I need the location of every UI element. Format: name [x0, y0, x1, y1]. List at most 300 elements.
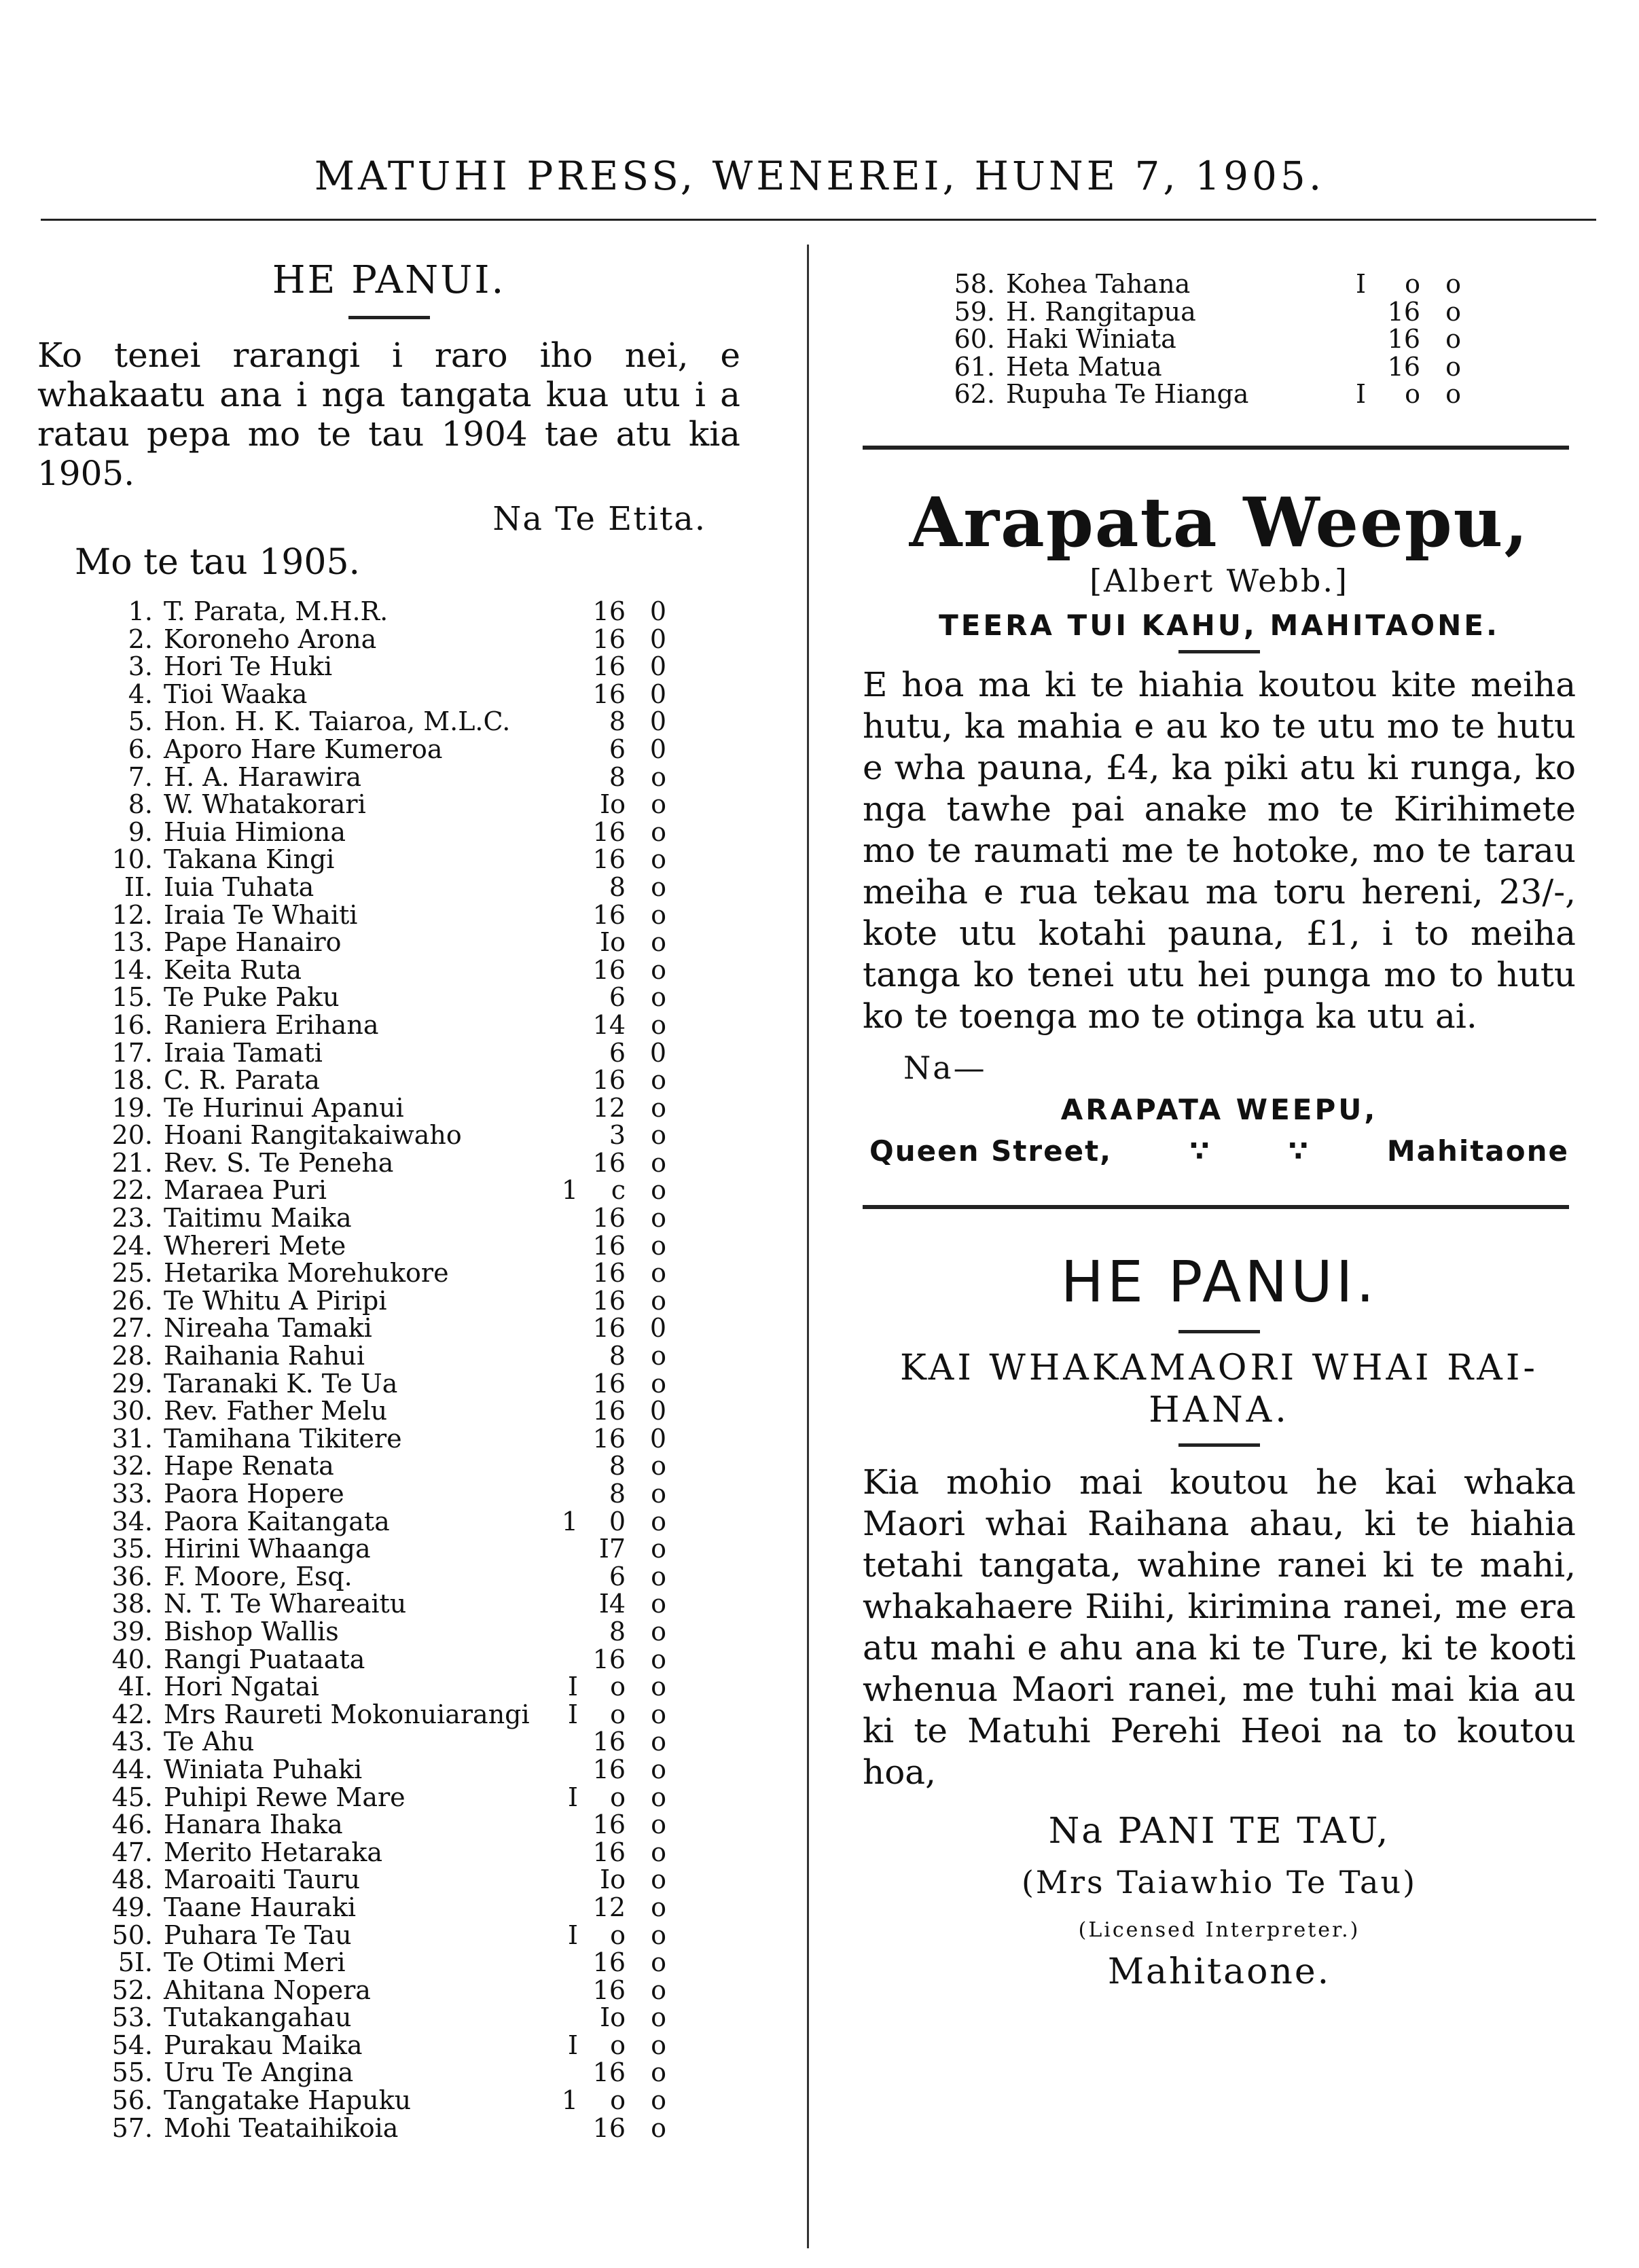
amount-shillings: 8	[609, 1479, 626, 1509]
subscriber-name: Tamihana Tikitere	[164, 1423, 402, 1454]
amount-shillings: o	[610, 2085, 626, 2116]
amount-pounds: I	[567, 1672, 578, 1702]
subscriber-number: 16.	[111, 1009, 153, 1040]
subscriber-number: 12.	[111, 899, 153, 930]
amount-pounds	[544, 2004, 578, 2032]
subscriber-number: 62.	[954, 379, 995, 410]
amount-shillings: 6	[609, 982, 626, 1013]
subscriber-row	[948, 380, 1461, 408]
amount-pence: o	[651, 1506, 666, 1536]
subscriber-name: Te Hurinui Apanui	[164, 1092, 404, 1123]
amount-pence: o	[651, 816, 666, 847]
amount-pence: o	[651, 1065, 666, 1096]
amount-pence: o	[651, 954, 666, 985]
amount-pounds: I	[567, 1782, 578, 1812]
subscriber-row	[105, 1784, 666, 1812]
amount-pence: o	[651, 899, 666, 930]
tailor-dots-1: ∵	[1189, 1134, 1211, 1168]
amount-pence: o	[651, 789, 666, 820]
subscriber-number: 61.	[954, 351, 995, 382]
amount-shillings: 16	[592, 1975, 626, 2005]
left-column	[37, 258, 740, 2142]
subscriber-name: Bishop Wallis	[164, 1616, 339, 1646]
amount-shillings: c	[611, 1175, 626, 1206]
subscriber-name: Haki Winiata	[1006, 324, 1176, 355]
subscriber-name: Rupuha Te Hianga	[1006, 379, 1249, 410]
subscriber-name: Te Puke Paku	[164, 982, 340, 1013]
amount-pounds: 1	[561, 1175, 578, 1206]
amount-pence: o	[651, 1534, 666, 1564]
subscriber-number: 21.	[111, 1147, 153, 1178]
subscriber-name: Iraia Te Whaiti	[164, 899, 358, 930]
subscriber-row	[948, 353, 1461, 381]
subscriber-number: 10.	[111, 844, 153, 875]
amount-pence: o	[651, 1782, 666, 1812]
amount-shillings: 16	[592, 1147, 626, 1178]
subscriber-number: 49.	[111, 1892, 153, 1922]
subscriber-number: 53.	[111, 2002, 153, 2033]
amount-pounds	[544, 1894, 578, 1922]
amount-pence: o	[651, 1810, 666, 1840]
amount-pounds: I	[1355, 379, 1366, 410]
amount-shillings: 8	[609, 761, 626, 792]
subscriber-number: 4I.	[118, 1672, 153, 1702]
amount-pence: o	[651, 2002, 666, 2033]
amount-pence: o	[651, 1754, 666, 1784]
subscriber-row	[105, 1839, 666, 1867]
subscriber-number: 3.	[128, 651, 153, 682]
subscriber-number: 36.	[111, 1561, 153, 1591]
amount-shillings: Io	[600, 789, 626, 820]
amount-pounds	[544, 984, 578, 1011]
amount-shillings: 16	[592, 1396, 626, 1426]
amount-shillings: 16	[592, 2112, 626, 2143]
subscriber-name: Hori Te Huki	[164, 651, 333, 682]
amount-shillings: 16	[592, 1203, 626, 1234]
amount-shillings: 16	[592, 816, 626, 847]
subscriber-row	[105, 846, 666, 874]
tailor-body: E hoa ma ki te hiahia koutou kite meiha hutu, ka mahia e au ko te utu mo te hutu e wha pauna, £4, ka piki atu ki runga, ko nga tawhe pai anake mo te Kirihimete mo te raumati me te hotoke, mo te tarau meiha e rua tekau ma toru hereni, 23/-, kote utu kotahi pauna, £1, i to meiha tanga ko tenei utu hei punga mo to hutu ko te toenga mo te otinga ka utu ai.	[863, 664, 1576, 1036]
subscriber-name: Nireaha Tamaki	[164, 1313, 372, 1344]
amount-pounds	[544, 1618, 578, 1646]
subscriber-name: Maraea Puri	[164, 1175, 327, 1206]
subscriber-row	[105, 1176, 666, 1204]
amount-pounds	[544, 1204, 578, 1232]
amount-pounds	[544, 1480, 578, 1508]
amount-pounds	[544, 1149, 578, 1177]
subscriber-number: 35.	[111, 1534, 153, 1564]
subscriber-number: 14.	[111, 954, 153, 985]
amount-shillings: 16	[1387, 351, 1420, 382]
subscriber-row	[105, 874, 666, 901]
subscriber-number: 2.	[128, 624, 153, 654]
subscriber-number: 19.	[111, 1092, 153, 1123]
subscriber-number: 27.	[111, 1313, 153, 1344]
amount-pence: o	[651, 871, 666, 902]
subscriber-number: 18.	[111, 1065, 153, 1096]
amount-shillings: 16	[592, 1810, 626, 1840]
subscriber-row	[105, 1756, 666, 1784]
subscriber-row	[948, 270, 1461, 298]
amount-shillings: 16	[592, 1727, 626, 1757]
subscriber-row	[105, 2004, 666, 2032]
amount-pence: o	[651, 1837, 666, 1867]
tailor-english-name: [Albert Webb.]	[1089, 562, 1349, 599]
subscriber-row	[105, 736, 666, 763]
amount-shillings: 12	[592, 1892, 626, 1922]
subscriber-number: 1.	[128, 596, 153, 626]
amount-pounds	[544, 1425, 578, 1453]
amount-shillings: 16	[592, 1423, 626, 1454]
subscriber-row	[105, 818, 666, 846]
subscriber-number: 7.	[128, 761, 153, 792]
subscriber-name: Hirini Whaanga	[164, 1534, 371, 1564]
subscriber-name: Tioi Waaka	[164, 679, 308, 709]
amount-pounds	[544, 1811, 578, 1839]
amount-pounds	[1325, 325, 1366, 353]
amount-pounds: I	[567, 1699, 578, 1729]
subscriber-number: 23.	[111, 1203, 153, 1234]
subscriber-row	[105, 1370, 666, 1398]
amount-pounds	[544, 763, 578, 791]
subscriber-number: 59.	[954, 296, 995, 327]
subscriber-number: 58.	[954, 269, 995, 299]
subscriber-name: F. Moore, Esq.	[164, 1561, 353, 1591]
subscriber-name: Purakau Maika	[164, 2030, 363, 2060]
subscriber-row	[105, 763, 666, 791]
subscriber-number: 42.	[111, 1699, 153, 1729]
subscriber-number: 56.	[111, 2085, 153, 2116]
amount-pence: o	[651, 1092, 666, 1123]
amount-pounds	[544, 1259, 578, 1287]
subscriber-row	[105, 1949, 666, 1977]
subscriber-name: Hape Renata	[164, 1451, 334, 1481]
section-rule	[863, 446, 1569, 450]
amount-shillings: 8	[609, 871, 626, 902]
amount-pence: o	[1445, 351, 1461, 382]
subscriber-name: Koroneho Arona	[164, 624, 377, 654]
subscriber-name: Pape Hanairo	[164, 927, 342, 958]
amount-pounds	[544, 626, 578, 653]
subscriber-name: Hon. H. K. Taiaroa, M.L.C.	[164, 706, 511, 737]
amount-shillings: I4	[598, 1589, 626, 1619]
subscriber-list-continued	[948, 270, 1461, 408]
amount-shillings: o	[1405, 379, 1420, 410]
amount-pounds: I	[1355, 269, 1366, 299]
amount-shillings: 16	[592, 1368, 626, 1399]
subscriber-name: Iraia Tamati	[164, 1037, 323, 1068]
subscriber-row	[105, 1425, 666, 1453]
amount-pence: o	[651, 2112, 666, 2143]
amount-shillings: 16	[592, 679, 626, 709]
subscriber-number: 20.	[111, 1120, 153, 1151]
subscriber-name: H. Rangitapua	[1006, 296, 1196, 327]
subscriber-row	[105, 2032, 666, 2059]
amount-pence: o	[651, 2030, 666, 2060]
amount-pence: 0	[649, 1313, 666, 1344]
subscriber-row	[105, 1673, 666, 1701]
amount-shillings: o	[1405, 269, 1420, 299]
subscriber-row	[105, 1728, 666, 1756]
subscriber-number: 15.	[111, 982, 153, 1013]
subscriber-row	[105, 598, 666, 626]
subscriber-row	[105, 956, 666, 984]
subscriber-number: 17.	[111, 1037, 153, 1068]
subscriber-row	[105, 1066, 666, 1094]
subscriber-row	[105, 2087, 666, 2114]
subscriber-name: Hoani Rangitakaiwaho	[164, 1120, 462, 1151]
amount-pounds	[1325, 298, 1366, 326]
amount-pounds	[544, 1452, 578, 1480]
subscriber-row	[105, 1811, 666, 1839]
subscriber-name: Huia Himiona	[164, 816, 346, 847]
amount-pence: o	[651, 1203, 666, 1234]
masthead: MATUHI PRESS, WENEREI, HUNE 7, 1905.	[314, 153, 1325, 199]
interpreter-body: Kia mohio mai koutou he kai whaka Maori whai Raihana ahau, ki te hiahia tetahi tangata, wahine ranei ki te mahi, whakahaere Riihi, kirimina ranei, me era atu mahi e ahu ana ki te Ture, ki te kooti whenua Maori ranei, me tuhi mai kia au ki te Matuhi Perehi Heoi na to koutou hoa,	[863, 1462, 1576, 1792]
subscriber-number: 9.	[128, 816, 153, 847]
interpreter-heading: HE PANUI.	[1060, 1248, 1378, 1315]
amount-shillings: 8	[609, 1451, 626, 1481]
subscriber-name: Te Ahu	[164, 1727, 255, 1757]
subscriber-name: Puhipi Rewe Mare	[164, 1782, 406, 1812]
subscriber-number: 57.	[111, 2112, 153, 2143]
subscriber-row	[105, 1011, 666, 1039]
subscriber-name: Keita Ruta	[164, 954, 302, 985]
subscriber-name: Hori Ngatai	[164, 1672, 319, 1702]
subscriber-row	[105, 2114, 666, 2142]
subscriber-name: Tutakangahau	[164, 2002, 352, 2033]
amount-pence: o	[651, 1644, 666, 1674]
subscriber-number: 43.	[111, 1727, 153, 1757]
subscriber-number: 38.	[111, 1589, 153, 1619]
subscriber-row	[105, 653, 666, 681]
subscriber-name: Merito Hetaraka	[164, 1837, 382, 1867]
amount-shillings: 16	[592, 596, 626, 626]
subscriber-row	[105, 626, 666, 653]
subscriber-number: 45.	[111, 1782, 153, 1812]
amount-pence: 0	[649, 734, 666, 764]
amount-pounds	[544, 1949, 578, 1977]
amount-pence: o	[651, 1368, 666, 1399]
amount-pounds	[544, 874, 578, 901]
subscriber-name: Raniera Erihana	[164, 1009, 379, 1040]
subscriber-row	[105, 1646, 666, 1674]
amount-shillings: 16	[592, 844, 626, 875]
year-heading: Mo te tau 1905.	[75, 542, 361, 583]
tailor-na: Na—	[903, 1049, 987, 1086]
subscriber-number: 24.	[111, 1230, 153, 1261]
column-divider	[807, 245, 809, 2248]
amount-pence: o	[651, 1341, 666, 1371]
subscriber-name: H. A. Harawira	[164, 761, 362, 792]
subscriber-name: Maroaiti Tauru	[164, 1865, 361, 1895]
subscriber-number: 50.	[111, 1920, 153, 1950]
subscriber-row	[105, 1618, 666, 1646]
amount-shillings: 8	[609, 1616, 626, 1646]
amount-pence: o	[651, 1175, 666, 1206]
amount-pence: o	[651, 2057, 666, 2088]
tailor-advertisement	[863, 482, 1576, 1168]
amount-pence: o	[651, 1975, 666, 2005]
subscriber-number: 55.	[111, 2057, 153, 2088]
amount-pence: o	[651, 1672, 666, 1702]
subscriber-name: C. R. Parata	[164, 1065, 320, 1096]
interpreter-place: Mahitaone.	[1107, 1951, 1331, 1992]
amount-pence: o	[651, 761, 666, 792]
amount-pence: o	[651, 1920, 666, 1950]
amount-shillings: 14	[592, 1009, 626, 1040]
tailor-signer: ARAPATA WEEPU,	[1060, 1092, 1378, 1126]
subscriber-row	[105, 1480, 666, 1508]
heading-rule	[348, 316, 430, 319]
subscriber-number: 5I.	[118, 1947, 153, 1978]
amount-pounds	[544, 1590, 578, 1618]
subscriber-number: 26.	[111, 1285, 153, 1316]
amount-pence: o	[1445, 296, 1461, 327]
amount-shillings: 16	[592, 954, 626, 985]
subscriber-number: 46.	[111, 1810, 153, 1840]
subscriber-row	[105, 791, 666, 818]
amount-pounds	[544, 598, 578, 626]
subscriber-name: Taane Hauraki	[164, 1892, 357, 1922]
amount-pounds	[544, 1535, 578, 1563]
subscriber-name: Takana Kingi	[164, 844, 335, 875]
subscriber-name: Whereri Mete	[164, 1230, 346, 1261]
amount-pounds	[544, 1094, 578, 1122]
subscriber-number: 29.	[111, 1368, 153, 1399]
amount-shillings: 16	[1387, 296, 1420, 327]
interpreter-advertisement	[863, 1248, 1576, 1992]
subscriber-row	[105, 1287, 666, 1315]
subscriber-name: T. Parata, M.H.R.	[164, 596, 389, 626]
amount-pence: o	[651, 1147, 666, 1178]
amount-pence: o	[651, 1727, 666, 1757]
amount-pence: 0	[649, 1396, 666, 1426]
subscriber-row	[105, 1342, 666, 1370]
subscriber-number: 6.	[128, 734, 153, 764]
subscriber-row	[948, 325, 1461, 353]
section-rule-2	[863, 1205, 1569, 1209]
amount-pence: o	[1445, 379, 1461, 410]
subscriber-name: Mohi Teataihikoia	[164, 2112, 399, 2143]
amount-shillings: 12	[592, 1092, 626, 1123]
subscriber-row	[105, 984, 666, 1011]
subscriber-row	[105, 681, 666, 708]
amount-pence: 0	[649, 624, 666, 654]
subscriber-name: Taranaki K. Te Ua	[164, 1368, 398, 1399]
amount-shillings: 8	[609, 706, 626, 737]
amount-pence: 0	[649, 706, 666, 737]
subscriber-row	[948, 298, 1461, 326]
amount-shillings: o	[610, 1782, 626, 1812]
tailor-rule	[1178, 650, 1260, 653]
subscriber-row	[105, 1563, 666, 1591]
amount-pounds	[544, 1646, 578, 1674]
editor-signature: Na Te Etita.	[492, 500, 706, 538]
subscriber-row	[105, 1452, 666, 1480]
subscriber-row	[105, 1232, 666, 1260]
amount-pounds	[544, 653, 578, 681]
tailor-street: Queen Street,	[869, 1134, 1113, 1168]
amount-pounds	[544, 1397, 578, 1425]
subscriber-number: 30.	[111, 1396, 153, 1426]
amount-shillings: I7	[598, 1534, 626, 1564]
subscriber-number: 48.	[111, 1865, 153, 1895]
subscriber-name: Hetarika Morehukore	[164, 1258, 449, 1289]
amount-pounds	[544, 2059, 578, 2087]
amount-pence: o	[651, 1479, 666, 1509]
amount-pounds	[544, 846, 578, 874]
subscriber-number: 31.	[111, 1423, 153, 1454]
amount-shillings: Io	[600, 927, 626, 958]
subscriber-number: 40.	[111, 1644, 153, 1674]
amount-shillings: o	[610, 1672, 626, 1702]
amount-shillings: 6	[609, 1561, 626, 1591]
subscriber-name: Paora Kaitangata	[164, 1506, 390, 1536]
amount-pounds: 1	[561, 2085, 578, 2116]
amount-pounds	[544, 1066, 578, 1094]
amount-pounds	[544, 1977, 578, 2004]
amount-shillings: 8	[609, 1341, 626, 1371]
amount-shillings: 16	[592, 1644, 626, 1674]
subscriber-row	[105, 1866, 666, 1894]
amount-shillings: 16	[592, 1285, 626, 1316]
amount-pounds	[544, 1756, 578, 1784]
subscriber-name: Puhara Te Tau	[164, 1920, 352, 1950]
amount-shillings: 16	[592, 1065, 626, 1096]
amount-pounds	[544, 956, 578, 984]
amount-shillings: 16	[592, 2057, 626, 2088]
amount-pence: o	[1445, 269, 1461, 299]
amount-pence: o	[651, 1947, 666, 1978]
subscriber-number: 13.	[111, 927, 153, 958]
amount-pounds	[544, 2114, 578, 2142]
amount-pence: o	[651, 1120, 666, 1151]
amount-shillings: o	[610, 2030, 626, 2060]
amount-pence: o	[651, 1892, 666, 1922]
tailor-dots-2: ∵	[1288, 1134, 1310, 1168]
amount-pounds	[544, 1839, 578, 1867]
amount-pounds	[544, 1314, 578, 1342]
amount-pence: o	[651, 1009, 666, 1040]
amount-shillings: 16	[592, 899, 626, 930]
subscriber-name: Te Whitu A Piripi	[164, 1285, 387, 1316]
amount-pounds	[544, 1287, 578, 1315]
amount-pounds	[544, 1232, 578, 1260]
amount-pounds	[544, 1121, 578, 1149]
subscriber-row	[105, 1922, 666, 1949]
amount-pence: o	[651, 1699, 666, 1729]
amount-pounds	[544, 1866, 578, 1894]
subscriber-name: Kohea Tahana	[1006, 269, 1191, 299]
amount-pence: o	[651, 844, 666, 875]
amount-pounds: I	[567, 2030, 578, 2060]
tailor-trade: TEERA TUI KAHU, MAHITAONE.	[939, 608, 1500, 642]
interpreter-subheading: KAI WHAKAMAORI WHAI RAI- HANA.	[900, 1347, 1538, 1430]
amount-pence: 0	[649, 1037, 666, 1068]
amount-pounds	[1325, 353, 1366, 381]
subscriber-row	[105, 1508, 666, 1536]
amount-shillings: Io	[600, 1865, 626, 1895]
subscriber-number: 4.	[128, 679, 153, 709]
amount-pence: o	[651, 927, 666, 958]
subscriber-row	[105, 1204, 666, 1232]
amount-pence: o	[651, 2085, 666, 2116]
subscriber-row	[105, 901, 666, 929]
amount-shillings: 16	[592, 1230, 626, 1261]
amount-pence: o	[651, 1258, 666, 1289]
subscriber-number: 60.	[954, 324, 995, 355]
